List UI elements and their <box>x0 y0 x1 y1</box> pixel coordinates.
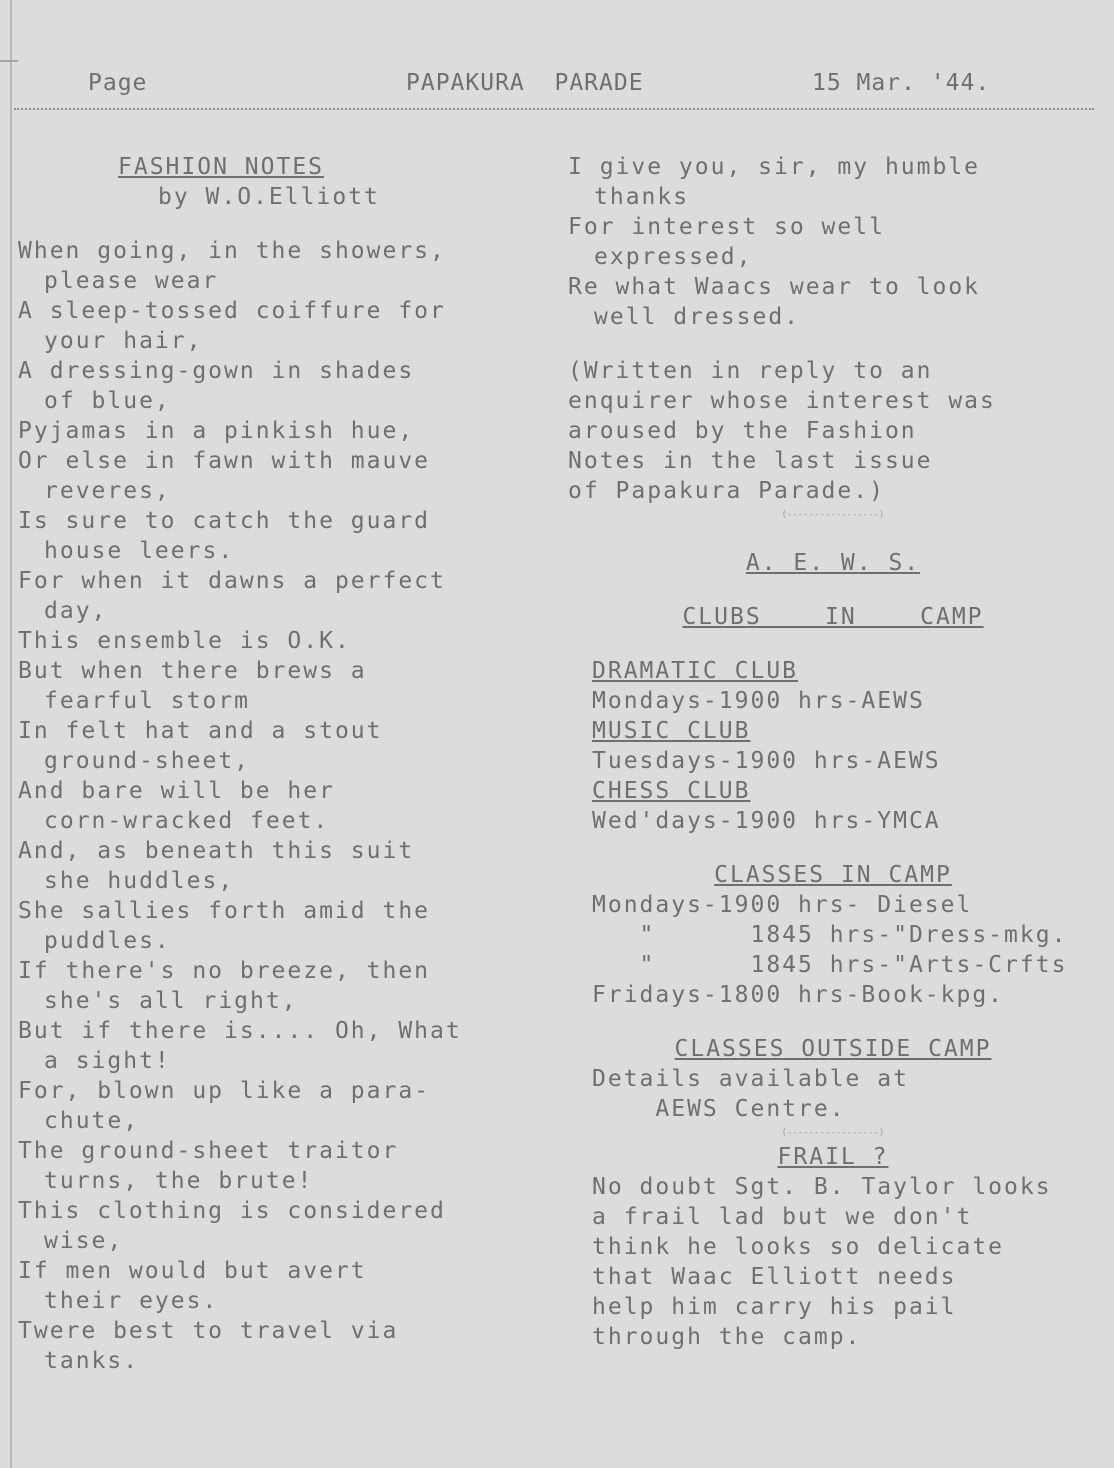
article-byline: by W.O.Elliott <box>158 184 380 210</box>
poem-line: This clothing is considered <box>18 1198 446 1224</box>
frail-heading: FRAIL ? <box>777 1144 889 1170</box>
poem-line: And, as beneath this suit <box>18 838 415 864</box>
spacer <box>568 1010 1098 1034</box>
frail-line: through the camp. <box>592 1324 862 1350</box>
outside-line: Details available at <box>592 1066 909 1092</box>
aews-heading: A. E. W. S. <box>745 550 921 576</box>
article-title: FASHION NOTES <box>118 154 325 180</box>
classes-heading: CLASSES IN CAMP <box>714 862 952 888</box>
poem-line: tanks. <box>44 1348 140 1374</box>
verse-line: expressed, <box>594 244 753 270</box>
poem-line: For when it dawns a perfect <box>18 568 446 594</box>
poem-line: turns, the brute! <box>44 1168 314 1194</box>
poem-line: Or else in fawn with mauve <box>18 448 431 474</box>
frail-line: a frail lad but we don't <box>592 1204 973 1230</box>
poem-line: Is sure to catch the guard <box>18 508 431 534</box>
poem-line: But if there is.... Oh, What <box>18 1018 462 1044</box>
note-line: (Written in reply to an <box>568 358 933 384</box>
verse-line: thanks <box>594 184 690 210</box>
frail-line: No doubt Sgt. B. Taylor looks <box>592 1174 1052 1200</box>
class-row: " 1845 hrs-"Arts-Crfts <box>592 952 1068 978</box>
club-schedule: Mondays-1900 hrs-AEWS <box>592 688 925 714</box>
poem-line: day, <box>44 598 108 624</box>
poem-line: Twere best to travel via <box>18 1318 399 1344</box>
poem-line: If men would but avert <box>18 1258 367 1284</box>
separator: (-----------------) <box>781 510 885 520</box>
header-rule <box>14 108 1094 110</box>
club-name: DRAMATIC CLUB <box>592 658 799 684</box>
poem-line: corn-wracked feet. <box>44 808 330 834</box>
spacer <box>568 524 1098 548</box>
spacer <box>568 632 1098 656</box>
poem-line: a sight! <box>44 1048 171 1074</box>
reply-note <box>568 356 1098 506</box>
header-title: PAPAKURA PARADE <box>406 70 644 96</box>
poem-line: When going, in the showers, <box>18 238 446 264</box>
poem-line: A sleep-tossed coiffure for <box>18 298 446 324</box>
poem-line: house leers. <box>44 538 235 564</box>
poem-line: puddles. <box>44 928 171 954</box>
verse-line: Re what Waacs wear to look <box>568 274 981 300</box>
frail-line: help him carry his pail <box>592 1294 957 1320</box>
poem-line: A dressing-gown in shades <box>18 358 415 384</box>
club-name: CHESS CLUB <box>592 778 751 804</box>
poem-line: And bare will be her <box>18 778 335 804</box>
class-row: Mondays-1900 hrs- Diesel <box>592 892 973 918</box>
poem-line: your hair, <box>44 328 203 354</box>
spacer <box>568 578 1098 602</box>
club-schedule: Tuesdays-1900 hrs-AEWS <box>592 748 941 774</box>
header-date: 15 Mar. '44. <box>812 70 991 96</box>
outside-heading: CLASSES OUTSIDE CAMP <box>674 1036 992 1062</box>
clubs-heading: CLUBS IN CAMP <box>682 604 984 630</box>
poem-line: please wear <box>44 268 219 294</box>
page-edge <box>10 0 12 1468</box>
classes-list <box>568 890 1098 1010</box>
poem-line: This ensemble is O.K. <box>18 628 351 654</box>
club-schedule: Wed'days-1900 hrs-YMCA <box>592 808 941 834</box>
reply-verse <box>568 152 1098 332</box>
poem-line: their eyes. <box>44 1288 219 1314</box>
verse-line: I give you, sir, my humble <box>568 154 981 180</box>
poem-line: wise, <box>44 1228 124 1254</box>
clubs-list <box>568 656 1098 836</box>
note-line: aroused by the Fashion <box>568 418 917 444</box>
note-line: of Papakura Parade.) <box>568 478 885 504</box>
header-page-label: Page <box>88 70 148 96</box>
frail-line: think he looks so delicate <box>592 1234 1005 1260</box>
club-name: MUSIC CLUB <box>592 718 751 744</box>
page-edge-mark <box>0 60 18 62</box>
verse-line: For interest so well <box>568 214 885 240</box>
poem-line: For, blown up like a para- <box>18 1078 431 1104</box>
frail-text <box>568 1172 1098 1352</box>
spacer <box>18 212 538 236</box>
page-header <box>0 70 1114 110</box>
poem-line: she huddles, <box>44 868 235 894</box>
note-line: enquirer whose interest was <box>568 388 996 414</box>
spacer <box>568 836 1098 860</box>
poem-line: reveres, <box>44 478 171 504</box>
frail-line: that Waac Elliott needs <box>592 1264 957 1290</box>
note-line: Notes in the last issue <box>568 448 933 474</box>
poem-line: In felt hat and a stout <box>18 718 383 744</box>
verse-line: well dressed. <box>594 304 801 330</box>
outside-line: AEWS Centre. <box>592 1096 846 1122</box>
poem-line: If there's no breeze, then <box>18 958 431 984</box>
class-row: Fridays-1800 hrs-Book-kpg. <box>592 982 1005 1008</box>
poem-line: ground-sheet, <box>44 748 251 774</box>
spacer <box>568 332 1098 356</box>
poem-line: of blue, <box>44 388 171 414</box>
outside-text <box>568 1064 1098 1124</box>
poem-line: The ground-sheet traitor <box>18 1138 399 1164</box>
poem-line: Pyjamas in a pinkish hue, <box>18 418 415 444</box>
poem-line: chute, <box>44 1108 140 1134</box>
class-row: " 1845 hrs-"Dress-mkg. <box>592 922 1068 948</box>
poem-line: she's all right, <box>44 988 298 1014</box>
poem-line: But when there brews a <box>18 658 367 684</box>
poem-line: She sallies forth amid the <box>18 898 431 924</box>
poem <box>18 236 538 1376</box>
poem-line: fearful storm <box>44 688 251 714</box>
separator: (-----------------) <box>781 1128 885 1138</box>
left-column <box>18 152 538 1376</box>
right-column <box>568 152 1098 1352</box>
